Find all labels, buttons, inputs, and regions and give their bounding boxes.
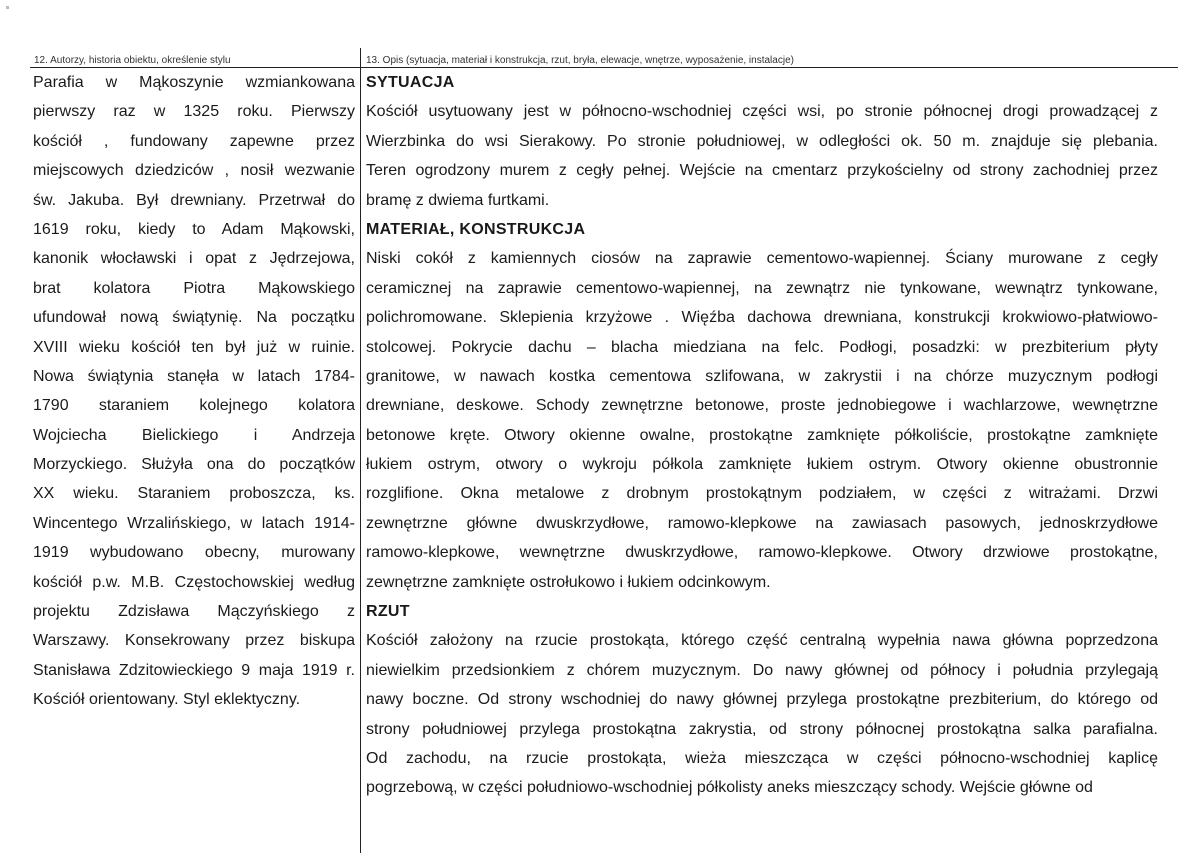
history-line: kościół p.w. M.B. Częstochowskiej według [33, 573, 355, 591]
material-line: rozglifione. Okna metalowe z drobnym prostokątnym podziałem, w części z witrażami. Drzwi [366, 485, 1158, 503]
plan-line: pogrzebową, w części południowo-wschodniej półkolisty aneks mieszczący schody. Wejście główne od [366, 779, 1093, 797]
situation-line: Teren ogrodzony murem z cegły pełnej. Wejście na cmentarz przykościelny od strony zachodniej przez [366, 162, 1158, 180]
history-line: XVIII wieku kościół ten był już w ruinie. [33, 338, 355, 356]
history-line: brat kolatora Piotra Mąkowskiego [33, 279, 355, 297]
plan-line: Kościół założony na rzucie prostokąta, którego część centralną wypełnia nawa główna poprzedzona [366, 632, 1158, 650]
field-12-caption: 12. Autorzy, historia obiektu, określenie stylu [34, 55, 231, 66]
material-heading: MATERIAŁ, KONSTRUKCJA [366, 220, 586, 238]
history-line: Morzyckiego. Służyła ona do początków [33, 456, 355, 474]
plan-line: nawy boczne. Od strony wschodniej do nawy głównej przylega prostokątne prezbiterium, do którego od [366, 691, 1158, 709]
material-line: ramowo-klepkowe, wewnętrzne dwuskrzydłowe, ramowo-klepkowe. Otwory drzwiowe prostokątne, [366, 544, 1158, 562]
history-line: Parafia w Mąkoszynie wzmiankowana [33, 74, 355, 91]
material-line: stolcowej. Pokrycie dachu – blacha miedziana na felc. Podłogi, posadzki: w prezbiterium płyty [366, 338, 1158, 356]
field-13-caption: 13. Opis (sytuacja, materiał i konstrukcja, rzut, bryła, elewacje, wnętrze, wyposażenie, instalacje) [366, 55, 794, 66]
plan-heading: RZUT [366, 603, 410, 621]
scan-dust-mark [6, 6, 9, 9]
history-line: Wojciecha Bielickiego i Andrzeja [33, 426, 355, 444]
situation-line: Wierzbinka do wsi Sierakowy. Po stronie południowej, w odległości ok. 50 m. znajduje się plebania. [366, 132, 1158, 150]
material-line: betonowe kręte. Otwory okienne owalne, prostokątne zamknięte półkoliście, prostokątne zamknięte [366, 426, 1158, 444]
history-column [33, 68, 355, 715]
history-line: 1790 staraniem kolejnego kolatora [33, 397, 355, 415]
history-line: 1919 wybudowano obecny, murowany [33, 544, 355, 562]
material-line: zewnętrzne główne dwuskrzydłowe, ramowo-klepkowe na zawiasach pasowych, jednoskrzydłowe [366, 514, 1158, 532]
history-line: projektu Zdzisława Mączyńskiego z [33, 603, 355, 621]
history-line: XX wieku. Staraniem proboszcza, ks. [33, 485, 355, 503]
plan-line: strony południowej przylega prostokątna zakrystia, od strony północnej prostokątna salka parafialna. [366, 720, 1158, 738]
plan-line: niewielkim przedsionkiem z chórem muzycznym. Do nawy głównej od północy i południa przylegają [366, 661, 1158, 679]
history-line: Wincentego Wrzalińskiego, w latach 1914- [33, 514, 355, 532]
material-line: ceramicznej na zaprawie cementowo-wapiennej, na zewnątrz nie tynkowane, wewnątrz tynkowane, [366, 279, 1158, 297]
situation-line: Kościół usytuowany jest w północno-wschodniej części wsi, po stronie północnej drogi prowadzącej z [366, 103, 1158, 121]
history-line: kanonik włocławski i opat z Jędrzejowa, [33, 250, 355, 268]
history-line: ufundował nową świątynię. Na początku [33, 309, 355, 327]
history-line: Kościół orientowany. Styl eklektyczny. [33, 691, 301, 709]
material-line: drewniane, deskowe. Schody zewnętrzne betonowe, proste jednobiegowe i wachlarzowe, wewnętrzne [366, 397, 1158, 415]
description-column [366, 68, 1158, 803]
material-line: polichromowane. Sklepienia krzyżowe . Więźba dachowa drewniana, konstrukcji krokwiowo-płatwiowo- [366, 309, 1158, 327]
history-line: Nowa świątynia stanęła w latach 1784- [33, 367, 355, 385]
material-line: zewnętrzne zamknięte ostrołukowo i łukiem odcinkowym. [366, 573, 771, 591]
history-line: św. Jakuba. Był drewniany. Przetrwał do [33, 191, 355, 209]
history-line: pierwszy raz w 1325 roku. Pierwszy [33, 103, 355, 121]
situation-line: bramę z dwiema furtkami. [366, 191, 550, 209]
material-line: Niski cokół z kamiennych ciosów na zaprawie cementowo-wapiennej. Ściany murowane z cegły [366, 250, 1158, 268]
situation-heading: SYTUACJA [366, 74, 455, 91]
column-divider [360, 48, 361, 853]
history-line: Stanisława Zdzitowieckiego 9 maja 1919 r. [33, 661, 355, 679]
material-line: granitowe, w nawach kostka cementowa szlifowana, w zakrystii i na chórze muzycznym podłogi [366, 367, 1158, 385]
plan-line: Od zachodu, na rzucie prostokąta, wieża mieszcząca w części północno-wschodniej kaplicę [366, 749, 1158, 767]
history-line: Warszawy. Konsekrowany przez biskupa [33, 632, 355, 650]
history-line: 1619 roku, kiedy to Adam Mąkowski, [33, 220, 355, 238]
history-line: kościół , fundowany zapewne przez [33, 132, 355, 150]
material-line: łukiem ostrym, otwory o wykroju półkola zamknięte łukiem ostrym. Otwory okienne obustronnie [366, 456, 1158, 474]
history-line: miejscowych dziedziców , nosił wezwanie [33, 162, 355, 180]
